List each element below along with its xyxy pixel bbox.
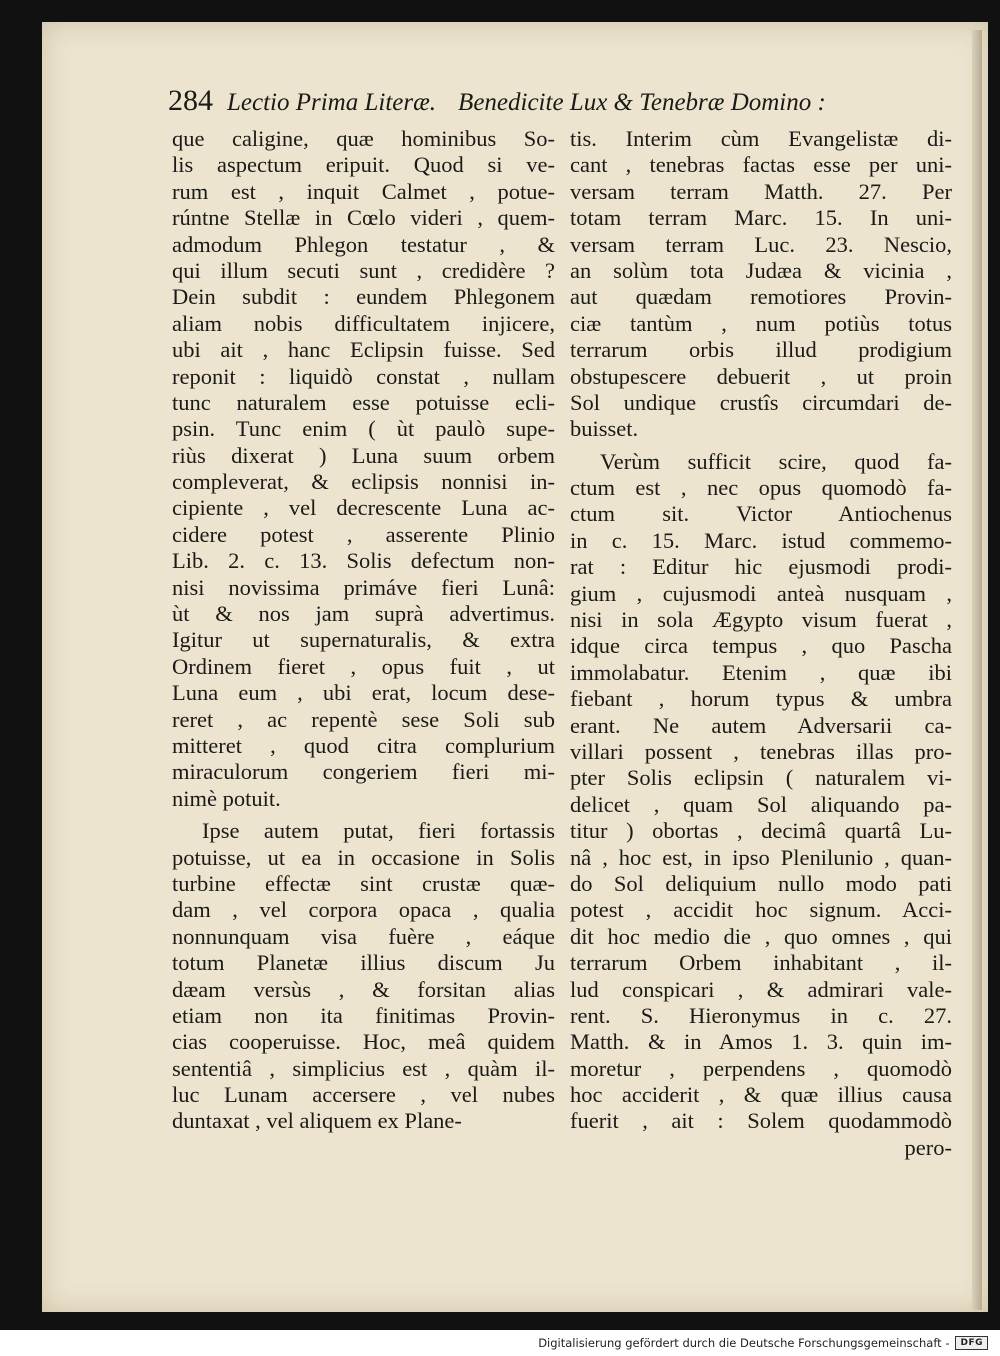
text-line: ctum est , nec opus quomodò fa-: [570, 475, 952, 501]
text-line: ciæ tantùm , num potiùs totus: [570, 310, 952, 336]
text-line: rat : Editur hic ejusmodi prodi-: [570, 554, 952, 580]
text-line: Igitur ut supernaturalis, & extra: [172, 627, 555, 653]
text-line: lis aspectum eripuit. Quod si ve-: [172, 152, 555, 178]
text-line: gium , cujusmodi anteà nusquam ,: [570, 580, 952, 606]
text-line: idque circa tempus , quo Pascha: [570, 633, 952, 659]
text-line: reret , ac repentè sese Soli sub: [172, 706, 555, 732]
text-line: fuerit , ait : Solem quodammodò: [570, 1108, 952, 1134]
text-line: cias cooperuisse. Hoc, meâ quidem: [172, 1029, 555, 1055]
text-line: ùt & nos jam suprà advertimus.: [172, 601, 555, 627]
text-line: nisi in sola Ægypto visum fuerat ,: [570, 607, 952, 633]
text-line: sententiâ , simplicius est , quàm il-: [172, 1055, 555, 1081]
text-line: totam terram Marc. 15. In uni-: [570, 205, 952, 231]
text-column-right: [570, 126, 952, 1161]
text-line: compleverat, & eclipsis nonnisi in-: [172, 469, 555, 495]
text-line: nâ , hoc est, in ipso Plenilunio , quan-: [570, 844, 952, 870]
text-line: do Sol deliquium nullo modo pati: [570, 870, 952, 896]
text-line: mitteret , quod citra complurium: [172, 732, 555, 758]
text-line: admodum Phlegon testatur , &: [172, 231, 555, 257]
page-edge: [972, 30, 982, 1310]
text-line: dam , vel corpora opaca , qualia: [172, 897, 555, 923]
text-line: nonnunquam visa fuère , eáque: [172, 923, 555, 949]
text-line: Ordinem fieret , opus fuit , ut: [172, 653, 555, 679]
text-line: cant , tenebras factas esse per uni-: [570, 152, 952, 178]
text-line: riùs dixerat ) Luna suum orbem: [172, 442, 555, 468]
text-line: Verùm sufficit scire, quod fa-: [600, 448, 952, 474]
text-line: tunc naturalem esse potuisse ecli-: [172, 389, 555, 415]
text-line: rúntne Stellæ in Cœlo videri , quem-: [172, 205, 555, 231]
funding-credit: Digitalisierung gefördert durch die Deutsche Forschungsgemeinschaft -: [538, 1336, 950, 1350]
text-line: etiam non ita finitimas Provin-: [172, 1002, 555, 1028]
text-line: pter Solis eclipsin ( naturalem vi-: [570, 765, 952, 791]
text-line: titur ) obortas , decimâ quartâ Lu-: [570, 818, 952, 844]
text-line: rent. S. Hieronymus in c. 27.: [570, 1002, 952, 1028]
text-line: terrarum orbis illud prodigium: [570, 337, 952, 363]
text-line: terrarum Orbem inhabitant , il-: [570, 950, 952, 976]
text-line: luc Lunam accersere , vel nubes: [172, 1082, 555, 1108]
text-line: dæam versùs , & forsitan alias: [172, 976, 555, 1002]
running-head: [168, 84, 938, 124]
text-line: que caligine, quæ hominibus So-: [172, 126, 555, 151]
running-title-left: Lectio Prima Literæ.: [227, 89, 437, 116]
text-line: potest , accidit hoc signum. Acci-: [570, 897, 952, 923]
dfg-logo: DFG: [955, 1336, 988, 1350]
text-line: psin. Tunc enim ( ùt paulò supe-: [172, 416, 555, 442]
text-line: Lib. 2. c. 13. Solis defectum non-: [172, 548, 555, 574]
text-line: delicet , quam Sol aliquando pa-: [570, 791, 952, 817]
text-line: dit hoc medio die , quo omnes , qui: [570, 923, 952, 949]
text-line: reponit : liquidò constat , nullam: [172, 363, 555, 389]
text-line: ubi ait , hanc Eclipsin fuisse. Sed: [172, 337, 555, 363]
text-line: Matth. & in Amos 1. 3. quin im-: [570, 1029, 952, 1055]
text-line: pero-: [904, 1134, 952, 1160]
text-line: versam terram Matth. 27. Per: [570, 178, 952, 204]
text-line: versam terram Luc. 23. Nescio,: [570, 231, 952, 257]
text-line: potuisse, ut ea in occasione in Solis: [172, 844, 555, 870]
text-line: Ipse autem putat, fieri fortassis: [202, 818, 555, 844]
text-line: fiebant , horum typus & umbra: [570, 686, 952, 712]
text-line: cidere potest , asserente Plinio: [172, 521, 555, 547]
text-line: nimè potuit.: [172, 785, 281, 811]
text-line: tis. Interim cùm Evangelistæ di-: [570, 126, 952, 151]
text-line: qui illum secuti sunt , credidère ?: [172, 257, 555, 283]
text-line: obstupescere debuerit , ut proin: [570, 363, 952, 389]
text-line: immolabatur. Etenim , quæ ibi: [570, 659, 952, 685]
text-line: totum Planetæ illius discum Ju: [172, 950, 555, 976]
page-number: 284: [168, 84, 213, 117]
text-line: miraculorum congeriem fieri mi-: [172, 759, 555, 785]
text-line: duntaxat , vel aliquem ex Plane-: [172, 1108, 462, 1134]
text-line: villari possent , tenebras illas pro-: [570, 738, 952, 764]
text-column-left: [172, 126, 555, 1135]
text-line: cipiente , vel decrescente Luna ac-: [172, 495, 555, 521]
text-line: Luna eum , ubi erat, locum dese-: [172, 680, 555, 706]
text-line: aut quædam remotiores Provin-: [570, 284, 952, 310]
text-line: ctum sit. Victor Antiochenus: [570, 501, 952, 527]
text-line: nisi novissima primáve fieri Lunâ:: [172, 574, 555, 600]
digitization-footer: [0, 1330, 1000, 1356]
text-line: lud conspicari , & admirari vale-: [570, 976, 952, 1002]
text-line: erant. Ne autem Adversarii ca-: [570, 712, 952, 738]
text-line: in c. 15. Marc. istud commemo-: [570, 527, 952, 553]
text-line: rum est , inquit Calmet , potue-: [172, 178, 555, 204]
text-line: moretur , perpendens , quomodò: [570, 1055, 952, 1081]
text-line: aliam nobis difficultatem injicere,: [172, 310, 555, 336]
running-title-right: Benedicite Lux & Tenebræ Domino :: [458, 89, 826, 116]
text-line: Sol undique crustîs circumdari de-: [570, 389, 952, 415]
text-line: hoc acciderit , & quæ illius causa: [570, 1082, 952, 1108]
text-line: turbine effectæ sint crustæ quæ-: [172, 870, 555, 896]
text-line: an solùm tota Judæa & vicinia ,: [570, 257, 952, 283]
text-line: buisset.: [570, 416, 639, 442]
text-line: Dein subdit : eundem Phlegonem: [172, 284, 555, 310]
